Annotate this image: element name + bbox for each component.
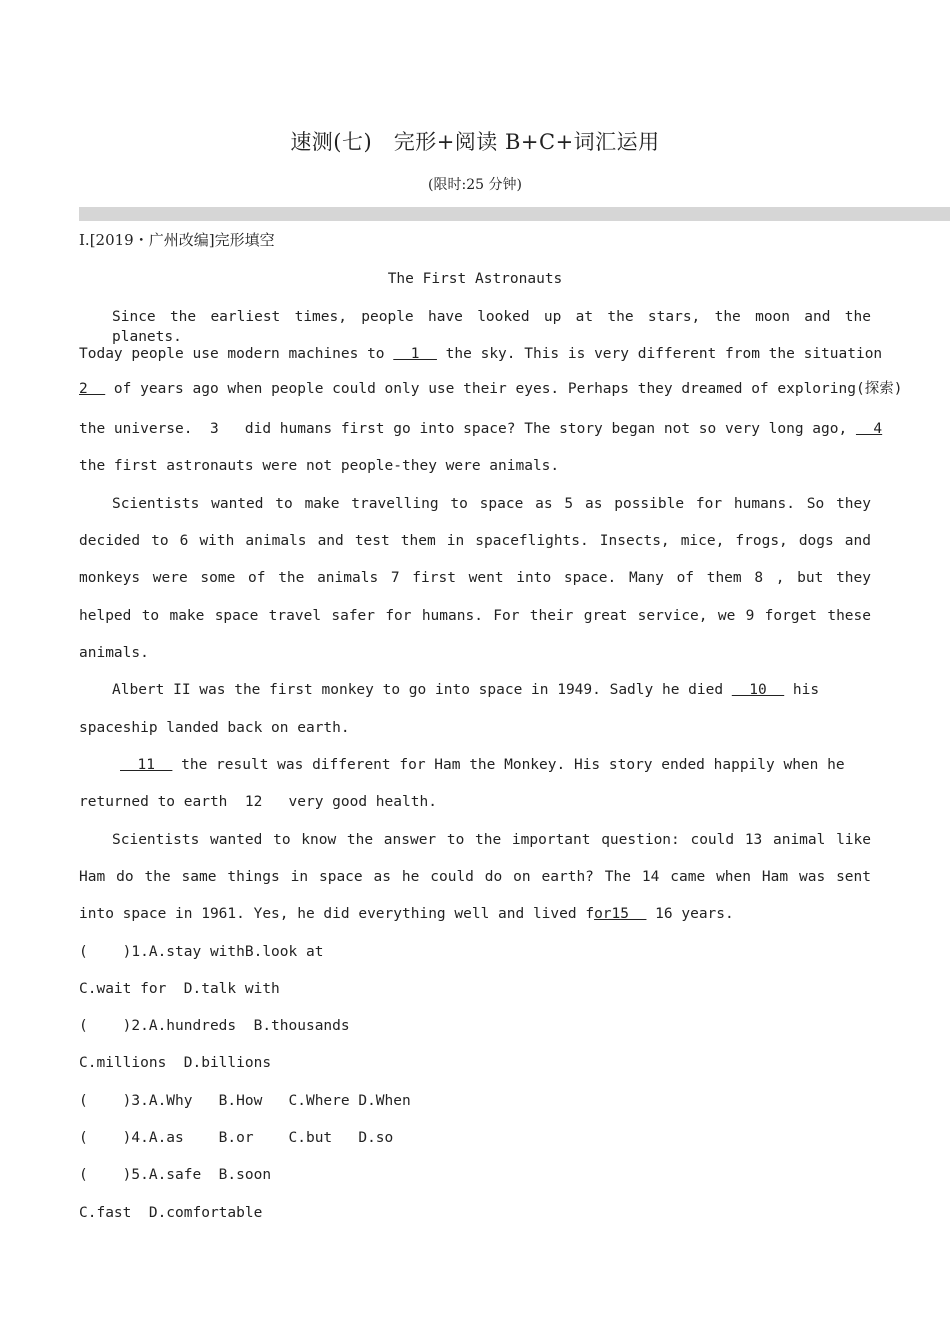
passage-line: Scientists wanted to know the answer to the important question: could 13 animal like (112, 832, 871, 848)
question-line: ( )1.A.stay withB.look at (79, 944, 324, 960)
time-limit: (限时:25 分钟) (428, 177, 522, 193)
question-line: ( )4.A.as B.or C.but D.so (79, 1130, 394, 1146)
blank-1: 1 (393, 346, 437, 362)
passage-line: decided to 6 with animals and test them in spaceflights. Insects, mice, frogs, dogs and (79, 533, 871, 549)
question-line: C.millions D.billions (79, 1055, 272, 1071)
passage-line: returned to earth 12 very good health. (79, 794, 437, 810)
passage-line: 2 of years ago when people could only use their eyes. Perhaps they dreamed of exploring(探索) (79, 381, 903, 397)
passage-line: Ham do the same things in space as he could do on earth? The 14 came when Ham was sent (79, 869, 871, 885)
passage-line: helped to make space travel safer for humans. For their great service, we 9 forget these (79, 608, 871, 624)
section-heading: Ⅰ.[2019・广州改编]完形填空 (79, 231, 275, 249)
blank-15: or15 (594, 906, 647, 922)
blank-4: 4 (855, 421, 883, 437)
passage-line: Scientists wanted to make travelling to space as 5 as possible for humans. So they (112, 496, 871, 512)
passage-line: monkeys were some of the animals 7 first went into space. Many of them 8 , but they (79, 570, 871, 586)
passage-line: into space in 1961. Yes, he did everything well and lived for15 16 years. (79, 906, 734, 922)
passage-line: Today people use modern machines to 1 the sky. This is very different from the situation (79, 346, 883, 362)
blank-11: 11 (120, 757, 173, 773)
blank-2: 2 (79, 381, 106, 397)
question-line: C.wait for D.talk with (79, 981, 280, 997)
passage-line: 11 the result was different for Ham the Monkey. His story ended happily when he (120, 757, 845, 773)
blank-10: 10 (731, 682, 785, 698)
passage-line: Since the earliest times, people have looked up at the stars, the moon and the planets. (112, 309, 871, 345)
question-line: ( )5.A.safe B.soon (79, 1167, 272, 1183)
question-line: C.fast D.comfortable (79, 1205, 263, 1221)
question-line: ( )2.A.hundreds B.thousands (79, 1018, 350, 1034)
passage-title: The First Astronauts (387, 271, 563, 287)
passage-line: the first astronauts were not people-they were animals. (79, 458, 560, 474)
passage-line: the universe. 3 did humans first go into space? The story began not so very long ago, 4 (79, 421, 883, 437)
question-line: ( )3.A.Why B.How C.Where D.When (79, 1093, 411, 1109)
passage-line: animals. (79, 645, 149, 661)
page-title: 速测(七) 完形+阅读 B+C+词汇运用 (290, 130, 660, 154)
header-divider-band (79, 207, 950, 221)
passage-line: spaceship landed back on earth. (79, 720, 350, 736)
passage-line: Albert II was the first monkey to go into space in 1949. Sadly he died 10 his (112, 682, 820, 698)
